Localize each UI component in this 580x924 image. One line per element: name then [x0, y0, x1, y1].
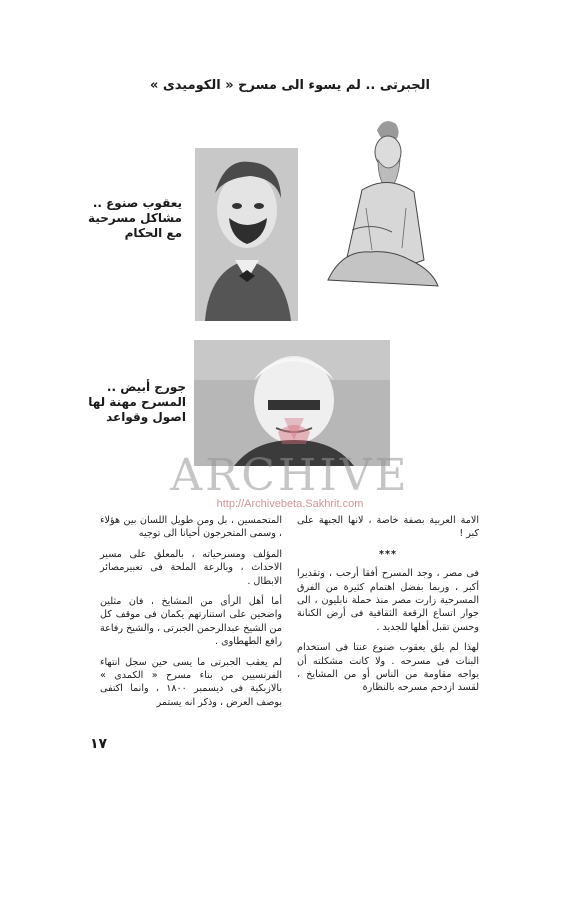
caption-abyad-line: المسرح مهنة لها	[88, 395, 186, 409]
section-separator: ***	[378, 548, 398, 560]
portrait-photo-sanua	[195, 148, 298, 321]
article-column-left	[100, 514, 282, 716]
caption-sanua-line: مع الحكام	[124, 226, 182, 240]
paragraph: لم يعقب الجبرتى ما يسى حين سجل انتهاء الفرنسيين من بناء مسرح « الكمدى » بالازبكية فى ديسمبر ١٨٠٠ ، وانما اكتفى بوصف العرض ، وذكر انه يستمر	[100, 656, 282, 708]
paragraph: فى مصر ، وجد المسرح أفقا أرحب ، وتقديرا أكبر ، وربما بفضل اهتمام كثيرة من الفرق المسرحية زارت مصر منذ حملة نابليون ، الى جوار اتساع الرقعة الثقافية فى أرض الكنانة وحسن تقبل أهلها للجديد .	[297, 568, 479, 633]
paragraph: المؤلف ومسرحياته ، بالمعلق على مسير الاحداث ، وبالرعة الملحة فى تعبيرمصائر الابطال .	[100, 548, 282, 587]
caption-abyad-line: اصول وقواعد	[106, 410, 186, 424]
watermark-url[interactable]: http://Archivebeta.Sakhrit.com	[216, 498, 364, 510]
caption-sanua-line: يعقوب صنوع ..	[92, 196, 182, 210]
watermark-word: ARCHIVE	[170, 450, 410, 501]
paragraph: المتحمسين ، بل ومن طويل اللسان بين هؤلاء ، وسمى المتحرجون أحيانا الى توجيه	[100, 515, 282, 540]
caption-abyad-line: جورج أبيض ..	[106, 380, 186, 394]
caption-sanua-line: مشاكل مسرحية	[88, 211, 182, 225]
caption-abyad	[88, 380, 186, 425]
paragraph: لهذا لم يلق يعقوب صنوع عنتا فى استخدام البنات فى مسرحه . ولا كانت مشكلته أن يواجه مقاومة من الناس أو من المشايخ ، لقسد ازدحم مسرحه بالنظارة	[297, 642, 479, 694]
page-number: ١٧	[90, 736, 108, 752]
caption-sanua	[88, 196, 182, 241]
paragraph: الامة العربية بصفة خاصة ، لانها الجبهة على كبر !	[297, 515, 479, 540]
portrait-photo-abyad	[194, 340, 390, 466]
paragraph: أما أهل الرأى من المشايخ ، فان مثلين واضحين على استنارتهم يكمان فى موقف كل من الشيخ عبدالرحمن الجبرتى ، والشيخ رفاعة رافع الطهطاوى .	[100, 596, 282, 648]
sketch-aljabarti	[322, 110, 442, 290]
article-column-right	[297, 514, 479, 702]
article-title: الجبرتى .. لم يسوء الى مسرح « الكوميدى »	[149, 78, 430, 93]
